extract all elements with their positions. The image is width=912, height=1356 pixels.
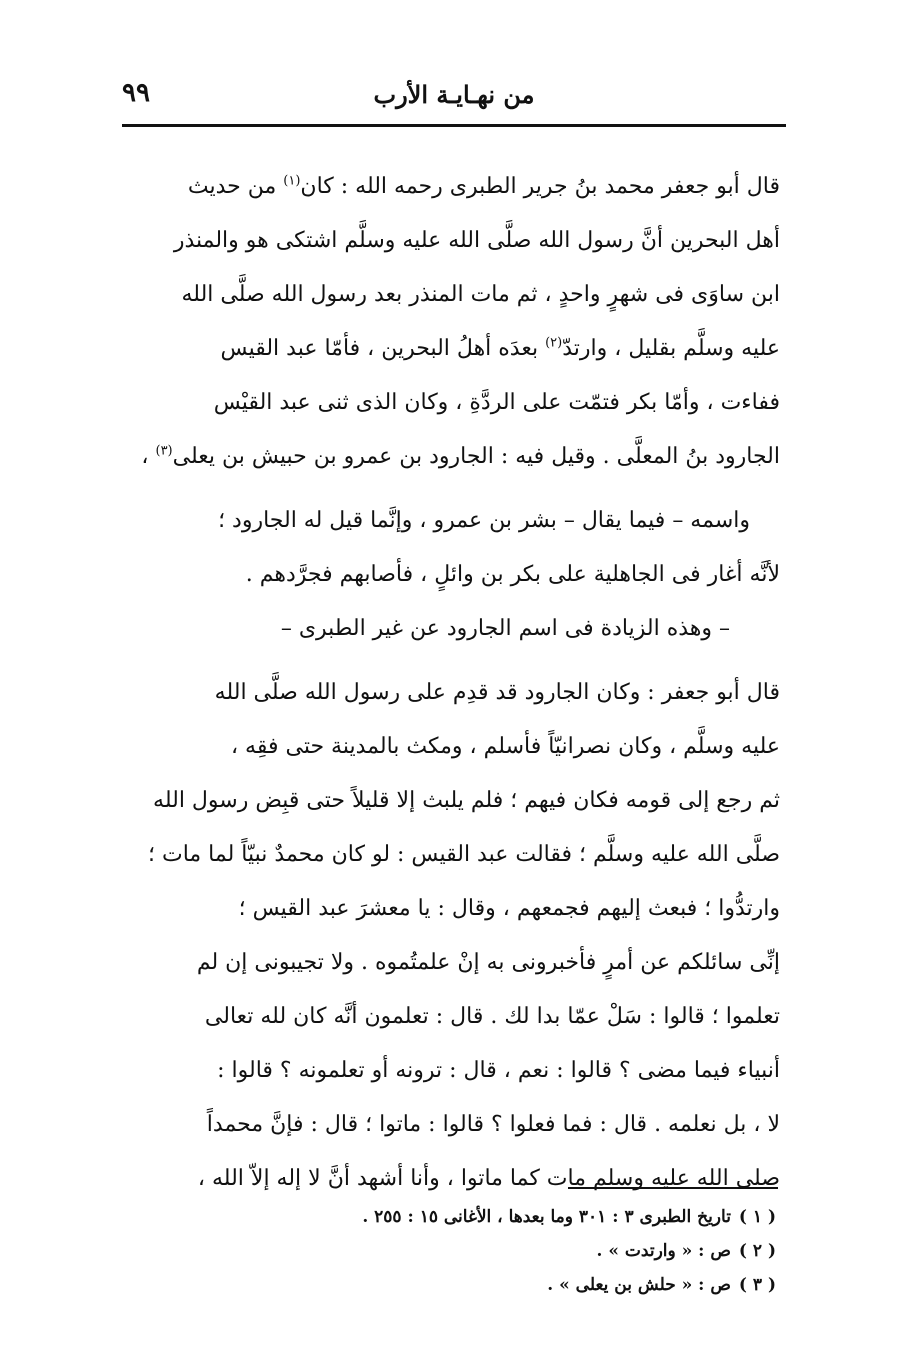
- footnote-mark: ( ٣ ): [738, 1275, 776, 1295]
- footnote: [230, 1268, 776, 1302]
- text-line: [128, 720, 780, 774]
- line-text: عليه وسلَّم بقليل ، وارتدّ: [562, 336, 780, 361]
- text-line: [128, 828, 780, 882]
- line-text: عليه وسلَّم ، وكان نصرانيّاً فأسلم ، ومكث بالمدينة حتى فقِه ،: [230, 734, 780, 759]
- line-text: صلَّى الله عليه وسلَّم ؛ فقالت عبد القيس : لو كان محمدٌ نبيّاً لما مات ؛: [148, 842, 780, 867]
- text-line: [128, 936, 780, 990]
- paragraph-gap: [128, 484, 780, 494]
- footnote: [230, 1200, 776, 1234]
- footnote-text: ص : « وارتدت » .: [596, 1241, 731, 1261]
- text-line: [128, 322, 780, 376]
- footnote-mark: ( ١ ): [738, 1207, 776, 1227]
- footnote-text: تاريخ الطبرى ٣ : ٣٠١ وما بعدها ، الأغانى ١٥ : ٢٥٥ .: [362, 1207, 731, 1227]
- footnote-reference: (١): [283, 173, 301, 189]
- text-line: [128, 214, 780, 268]
- line-text: – وهذه الزيادة فى اسم الجارود عن غير الطبرى –: [280, 616, 730, 641]
- line-text: واسمه – فيما يقال – بشر بن عمرو ، وإنَّما قيل له الجارود ؛: [218, 508, 750, 533]
- paragraph: [128, 160, 780, 484]
- footnote-reference: (٢): [545, 335, 563, 351]
- line-text: قال أبو جعفر : وكان الجارود قد قدِم على رسول الله صلَّى الله: [214, 680, 780, 705]
- text-line: [128, 160, 780, 214]
- text-line: [128, 774, 780, 828]
- running-title: من نهـايـة الأرب: [373, 80, 535, 109]
- text-line: [128, 666, 780, 720]
- line-text: تعلموا ؛ قالوا : سَلْ عمّا بدا لك . قال : تعلمون أنَّه كان لله تعالى: [204, 1004, 780, 1029]
- line-text: بعدَه أهلُ البحرين ، فأمّا عبد القيس: [220, 336, 546, 361]
- line-text: من حديث: [187, 174, 284, 199]
- line-text: ففاءت ، وأمّا بكر فتمّت على الردَّةِ ، وكان الذى ثنى عبد القيْس: [213, 390, 780, 415]
- line-text: وارتدُّوا ؛ فبعث إليهم فجمعهم ، وقال : يا معشرَ عبد القيس ؛: [238, 896, 780, 921]
- text-line: [128, 376, 780, 430]
- line-text: الجارود بنُ المعلَّى . وقيل فيه : الجارود بن عمرو بن حبيش بن يعلى: [172, 444, 780, 469]
- line-text: ابن ساوَى فى شهرٍ واحدٍ ، ثم مات المنذر بعد رسول الله صلَّى الله: [181, 282, 780, 307]
- header-rule: [122, 124, 786, 127]
- line-text: قال أبو جعفر محمد بنُ جرير الطبرى رحمه الله : كان: [300, 174, 780, 199]
- text-line: [128, 430, 780, 484]
- text-line: [128, 882, 780, 936]
- line-text: إنِّى سائلكم عن أمرٍ فأخبرونى به إنْ علمتُموه . ولا تجيبونى إن لم: [196, 950, 780, 975]
- text-line: [128, 602, 780, 656]
- paragraph: [128, 666, 780, 1206]
- body-text: [128, 160, 780, 1206]
- text-line: [128, 990, 780, 1044]
- footnote: [230, 1234, 776, 1268]
- paragraph-gap: [128, 656, 780, 666]
- footnote-mark: ( ٢ ): [738, 1241, 776, 1261]
- text-line: [128, 1152, 780, 1206]
- footnotes: [230, 1200, 776, 1302]
- line-text: صلى الله عليه وسلم مات كما ماتوا ، وأنا أشهد أنَّ لا إله إلاّ الله ،: [197, 1166, 780, 1191]
- line-text: أهل البحرين أنَّ رسول الله صلَّى الله عليه وسلَّم اشتكى هو والمنذر: [173, 228, 780, 253]
- text-line: [128, 268, 780, 322]
- line-text: أنبياء فيما مضى ؟ قالوا : نعم ، قال : ترونه أو تعلمونه ؟ قالوا :: [217, 1058, 780, 1083]
- text-line: [128, 1044, 780, 1098]
- line-text: لأنَّه أغار فى الجاهلية على بكر بن وائلٍ ، فأصابهم فجرَّدهم .: [245, 562, 780, 587]
- footnote-text: ص : « حلش بن يعلى » .: [547, 1275, 731, 1295]
- text-line: [128, 494, 780, 548]
- text-line: [128, 1098, 780, 1152]
- footnote-rule: [568, 1187, 778, 1189]
- line-text: ،: [141, 444, 156, 469]
- line-text: ثم رجع إلى قومه فكان فيهم ؛ فلم يلبث إلا قليلاً حتى قبِض رسول الله: [153, 788, 780, 813]
- line-text: لا ، بل نعلمه . قال : فما فعلوا ؟ قالوا : ماتوا ؛ قال : فإنَّ محمداً: [206, 1112, 780, 1137]
- footnote-reference: (٣): [155, 443, 173, 459]
- page-header: [122, 78, 786, 118]
- page-number: ٩٩: [122, 78, 150, 108]
- text-line: [128, 548, 780, 602]
- paragraph: [128, 494, 780, 656]
